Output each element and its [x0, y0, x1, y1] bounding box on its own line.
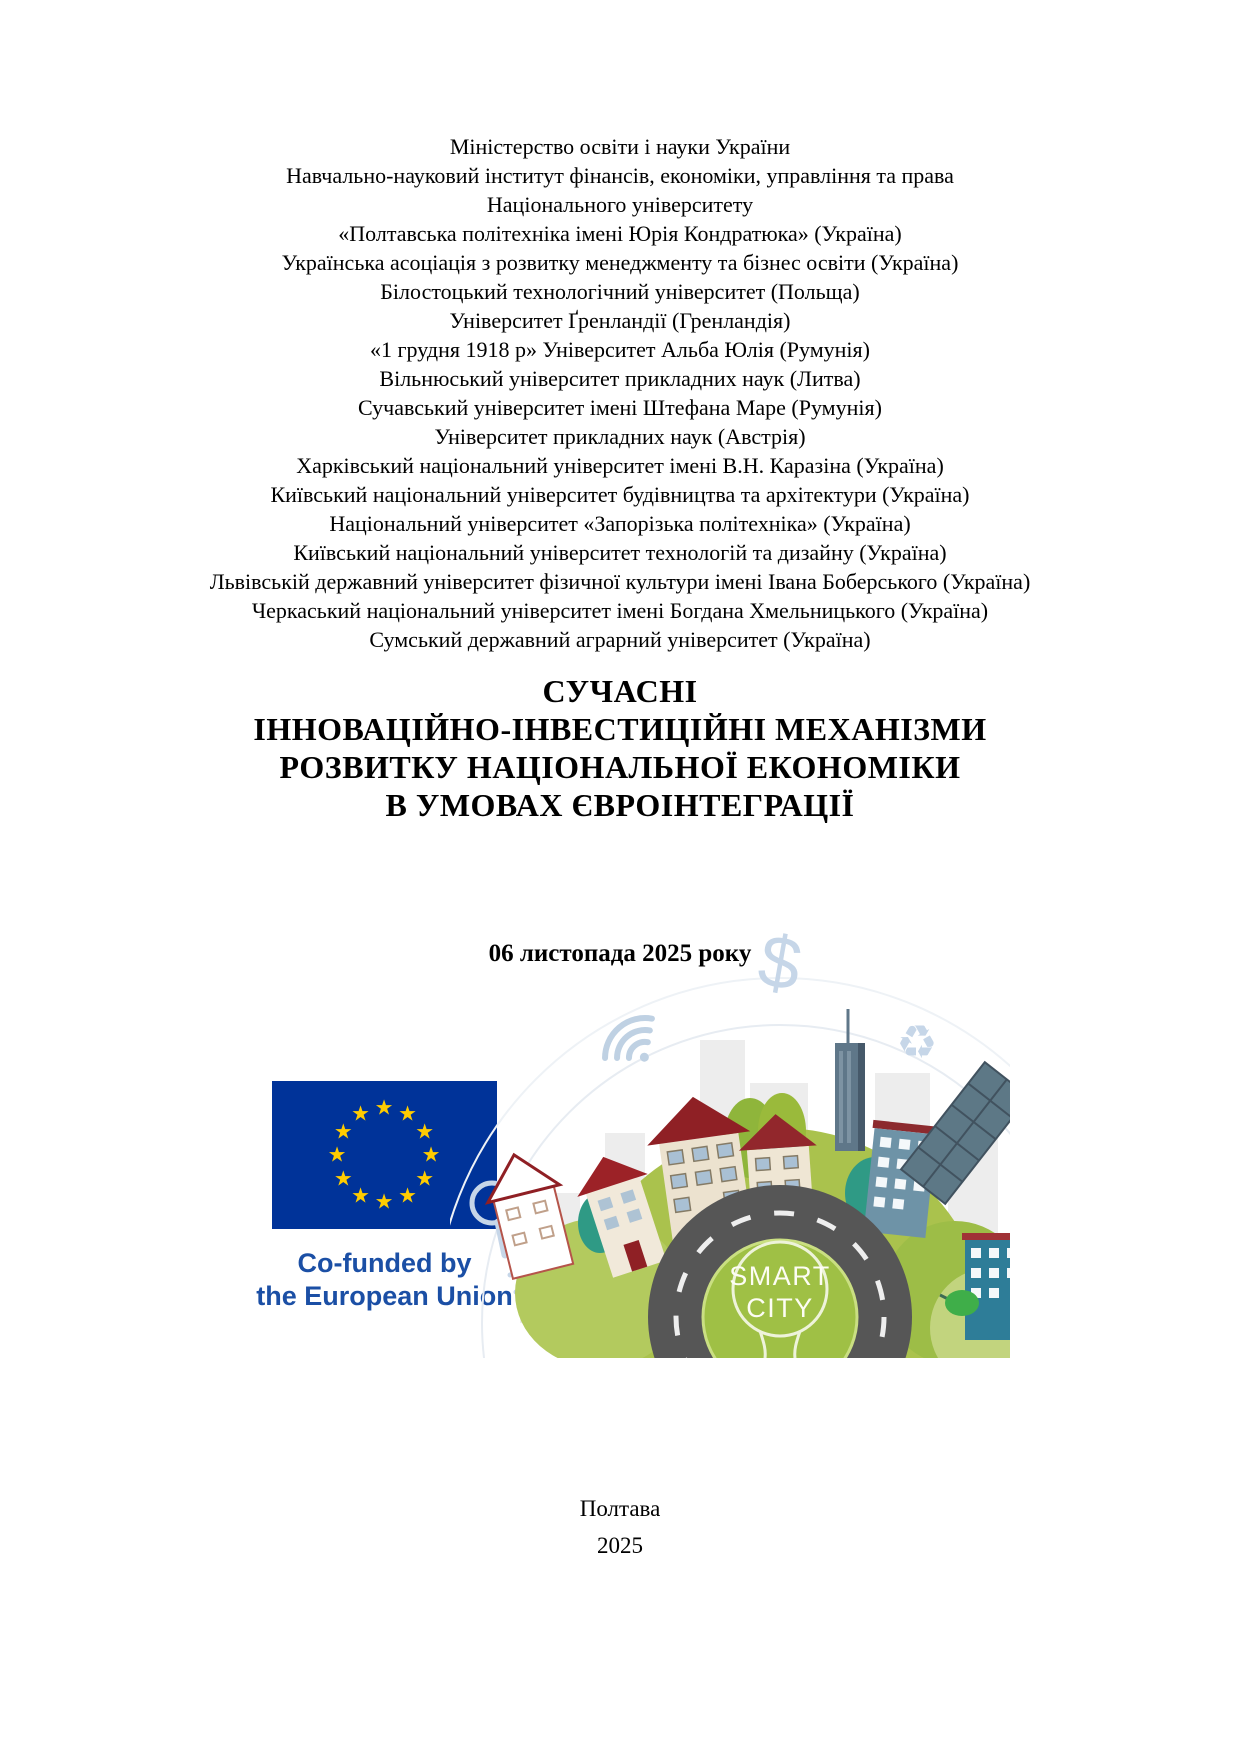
eu-star-icon: ★ — [374, 1095, 394, 1120]
eu-star-icon: ★ — [333, 1166, 353, 1190]
eu-star-icon: ★ — [374, 1189, 394, 1214]
imprint-city: Полтава — [579, 1496, 661, 1521]
institution-line: Університет прикладних наук (Австрія) — [434, 424, 806, 449]
title-line: В УМОВАХ ЄВРОІНТЕГРАЦІЇ — [385, 787, 855, 823]
institution-line: Навчально-науковий інститут фінансів, економіки, управління та права — [286, 163, 954, 188]
smart-city-illustration — [450, 893, 1010, 1358]
dollar-icon: $ — [752, 918, 808, 1007]
institutions-list — [0, 132, 1240, 654]
eu-star-icon: ★ — [333, 1119, 353, 1143]
eu-star-icon: ★ — [398, 1183, 417, 1208]
institution-line: Міністерство освіти і науки України — [449, 134, 791, 159]
institution-line: Сучавський університет імені Штефана Маре (Румунія) — [358, 395, 882, 420]
recycle-icon: ♻ — [896, 1015, 938, 1069]
institution-line: Львівській державний університет фізичної культури імені Івана Боберського (Україна) — [209, 569, 1031, 594]
conference-title — [0, 672, 1240, 824]
institution-line: Українська асоціація з розвитку менеджменту та бізнес освіти (Україна) — [281, 250, 959, 275]
eu-star-icon: ★ — [351, 1101, 370, 1126]
eu-star-icon: ★ — [351, 1183, 370, 1208]
eu-caption-line: Co-funded by — [297, 1248, 472, 1278]
title-line: РОЗВИТКУ НАЦІОНАЛЬНОЇ ЕКОНОМІКИ — [279, 749, 961, 785]
eu-caption-line: the European Union — [256, 1281, 513, 1311]
institution-line: Київський національний університет технологій та дизайну (Україна) — [293, 540, 947, 565]
eu-star-icon: ★ — [415, 1166, 435, 1190]
institution-line: «Полтавська політехніка імені Юрія Кондратюка» (Україна) — [338, 221, 902, 246]
conference-date: 06 листопада 2025 року — [488, 940, 752, 967]
eu-star-icon: ★ — [327, 1142, 347, 1167]
institution-line: Національний університет «Запорізька політехніка» (Україна) — [329, 511, 911, 536]
imprint — [0, 1490, 1240, 1564]
eu-star-icon: ★ — [398, 1101, 417, 1126]
institution-line: Сумський державний аграрний університет (Україна) — [369, 627, 871, 652]
imprint-year: 2025 — [597, 1533, 643, 1558]
institution-line: Національного університету — [486, 192, 754, 217]
smart-city-label: CITY — [746, 1293, 814, 1323]
institution-line: Київський національний університет будівництва та архітектури (Україна) — [270, 482, 970, 507]
institution-line: Харківський національний університет імені В.Н. Каразіна (Україна) — [296, 453, 944, 478]
institution-line: Університет Ґренландії (Гренландія) — [449, 308, 791, 333]
title-line: СУЧАСНІ — [542, 673, 698, 709]
institution-line: Білостоцький технологічний університет (Польща) — [380, 279, 860, 304]
smart-city-label: SMART — [729, 1261, 831, 1291]
wifi-icon — [596, 1008, 671, 1081]
edge-building — [962, 1233, 1010, 1340]
institution-line: Вільнюський університет прикладних наук (Литва) — [379, 366, 861, 391]
title-line: ІННОВАЦІЙНО-ІНВЕСТИЦІЙНІ МЕХАНІЗМИ — [253, 711, 987, 747]
eu-star-icon: ★ — [421, 1142, 441, 1167]
institution-line: Черкаський національний університет імені Богдана Хмельницького (Україна) — [251, 598, 989, 623]
eu-star-icon: ★ — [415, 1119, 435, 1143]
institution-line: «1 грудня 1918 р» Університет Альба Юлія (Румунія) — [370, 337, 870, 362]
